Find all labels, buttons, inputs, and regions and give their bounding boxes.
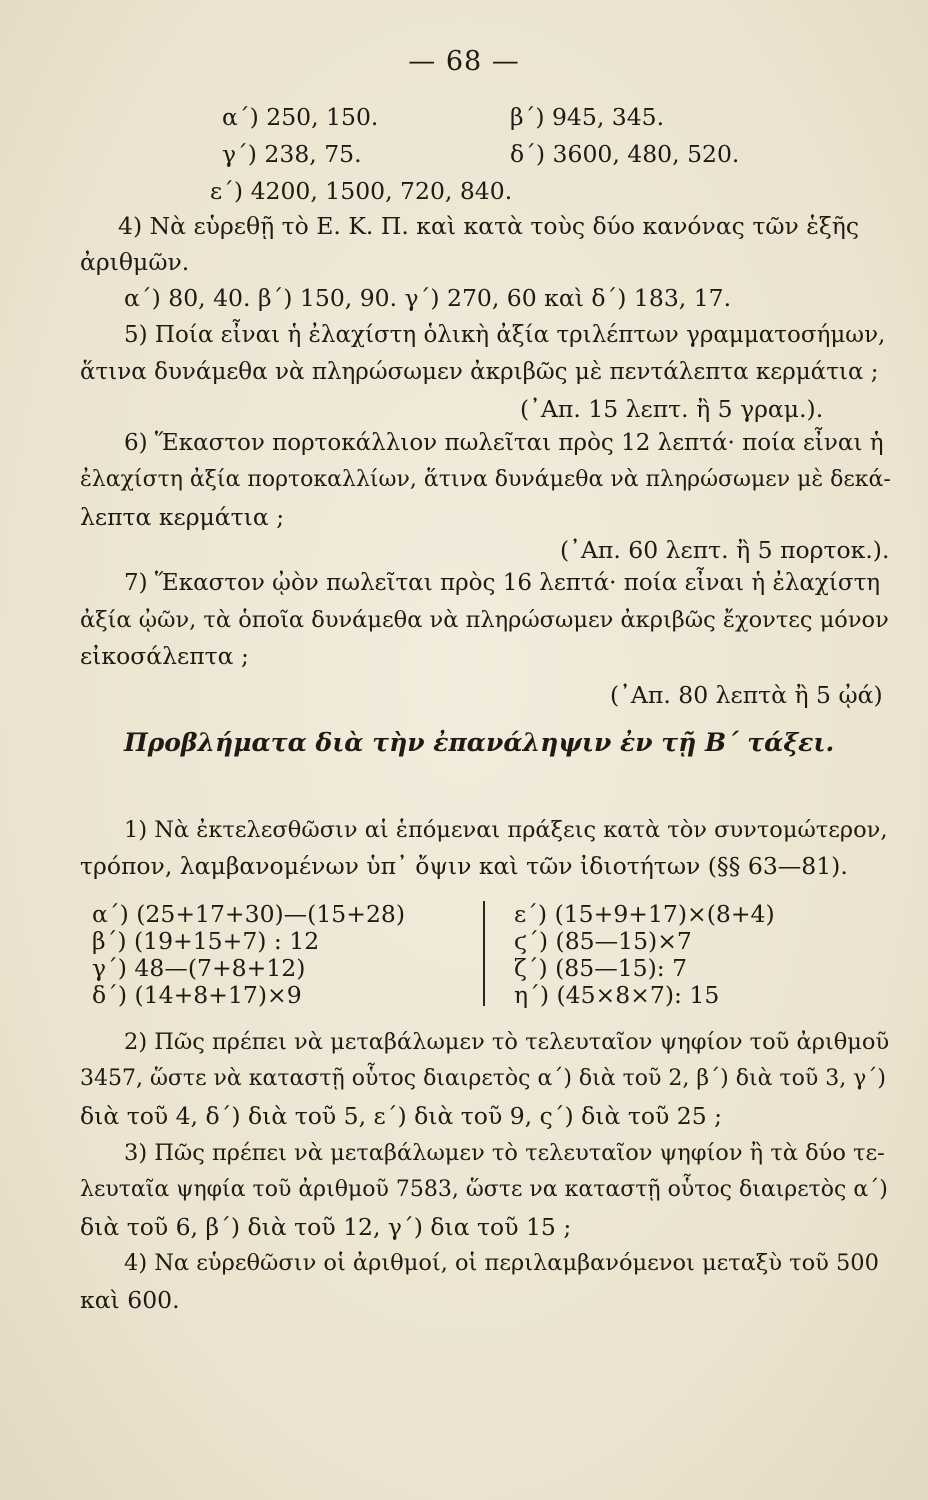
expr-h: η΄) (45×8×7): 15 — [514, 981, 720, 1009]
p3-line3: διὰ τοῦ 6, β΄) διὰ τοῦ 12, γ΄) δια τοῦ 15 ; — [80, 1213, 572, 1241]
ex6-line3: λεπτα κερμάτια ; — [80, 503, 285, 531]
expr-f: ϛ΄) (85—15)×7 — [514, 927, 692, 955]
section-heading: Προβλήματα διὰ τὴν ἐπανάληψιν ἐν τῇ Β΄ τάξει. — [124, 728, 835, 757]
ex6-line1: 6) Ἕκαστον πορτοκάλλιον πωλεῖται πρὸς 12 λεπτά· ποία εἶναι ἡ — [124, 430, 884, 456]
ex5-line1: 5) Ποία εἶναι ἡ ἐλαχίστη ὁλικὴ ἀξία τριλέπτων γραμματοσήμων, — [124, 322, 886, 348]
expr-b: β΄) (19+15+7) : 12 — [92, 927, 320, 955]
p2-line3: διὰ τοῦ 4, δ΄) διὰ τοῦ 5, ε΄) διὰ τοῦ 9, ς΄) διὰ τοῦ 25 ; — [80, 1102, 723, 1130]
p3-line2: λευταῖα ψηφία τοῦ ἀριθμοῦ 7583, ὥστε να καταστῇ οὗτος διαιρετὸς α΄) — [80, 1177, 888, 1202]
ex5-answer: (᾿Απ. 15 λεπτ. ἢ 5 γραμ.). — [520, 395, 824, 423]
ex5-line2: ἅτινα δυνάμεθα νὰ πληρώσωμεν ἀκριβῶς μὲ πεντάλεπτα κερμάτια ; — [80, 359, 879, 385]
answer-e: ε΄) 4200, 1500, 720, 840. — [210, 177, 513, 205]
expr-d: δ΄) (14+8+17)×9 — [92, 981, 302, 1009]
ex4-line2: ἀριθμῶν. — [80, 248, 190, 276]
page-number: — 68 — — [408, 46, 520, 77]
answer-c: γ΄) 238, 75. — [222, 140, 362, 168]
ex6-line2: ἐλαχίστη ἀξία πορτοκαλλίων, ἅτινα δυνάμεθα νὰ πληρώσωμεν μὲ δεκά- — [80, 467, 891, 492]
expr-c: γ΄) 48—(7+8+12) — [92, 954, 306, 982]
ex7-answer: (᾿Απ. 80 λεπτὰ ἢ 5 ᾠά) — [610, 681, 883, 709]
answer-d: δ΄) 3600, 480, 520. — [510, 140, 740, 168]
ex7-line1: 7) Ἕκαστον ᾠὸν πωλεῖται πρὸς 16 λεπτά· ποία εἶναι ἡ ἐλαχίστη — [124, 570, 881, 596]
p2-line1: 2) Πῶς πρέπει νὰ μεταβάλωμεν τὸ τελευταῖον ψηφίον τοῦ ἀριθμοῦ — [124, 1029, 890, 1055]
ex7-line3: εἰκοσάλεπτα ; — [80, 642, 249, 670]
p1-line1: 1) Νὰ ἐκτελεσθῶσιν αἱ ἑπόμεναι πράξεις κατὰ τὸν συντομώτερον, — [124, 817, 888, 843]
ex6-answer: (᾿Απ. 60 λεπτ. ἢ 5 πορτοκ.). — [560, 536, 890, 564]
p4-line1: 4) Να εὑρεθῶσιν οἱ ἀριθμοί, οἱ περιλαμβανόμενοι μεταξὺ τοῦ 500 — [124, 1250, 879, 1276]
answer-a: α΄) 250, 150. — [222, 103, 379, 131]
ex4-line1: 4) Νὰ εὑρεθῇ τὸ Ε. Κ. Π. καὶ κατὰ τοὺς δύο κανόνας τῶν ἑξῆς — [118, 212, 860, 240]
ex7-line2: ἀξία ᾠῶν, τὰ ὁποῖα δυνάμεθα νὰ πληρώσωμεν ἀκριβῶς ἔχοντες μόνον — [80, 607, 889, 633]
answer-b: β΄) 945, 345. — [510, 103, 665, 131]
p1-line2: τρόπον, λαμβανομένων ὑπ᾿ ὄψιν καὶ τῶν ἰδιοτήτων (§§ 63—81). — [80, 852, 848, 880]
expr-e: ε΄) (15+9+17)×(8+4) — [514, 900, 775, 928]
p4-line2: καὶ 600. — [80, 1286, 180, 1314]
expr-a: α΄) (25+17+30)—(15+28) — [92, 900, 406, 928]
expr-g: ζ΄) (85—15): 7 — [514, 954, 688, 982]
p2-line2: 3457, ὥστε νὰ καταστῇ οὗτος διαιρετὸς α΄) διὰ τοῦ 2, β΄) διὰ τοῦ 3, γ΄) — [80, 1066, 886, 1091]
ex4-line3: α΄) 80, 40. β΄) 150, 90. γ΄) 270, 60 καὶ δ΄) 183, 17. — [124, 284, 732, 312]
column-divider — [483, 901, 485, 1006]
p3-line1: 3) Πῶς πρέπει νὰ μεταβάλωμεν τὸ τελευταῖον ψηφίον ἢ τὰ δύο τε- — [124, 1140, 885, 1166]
